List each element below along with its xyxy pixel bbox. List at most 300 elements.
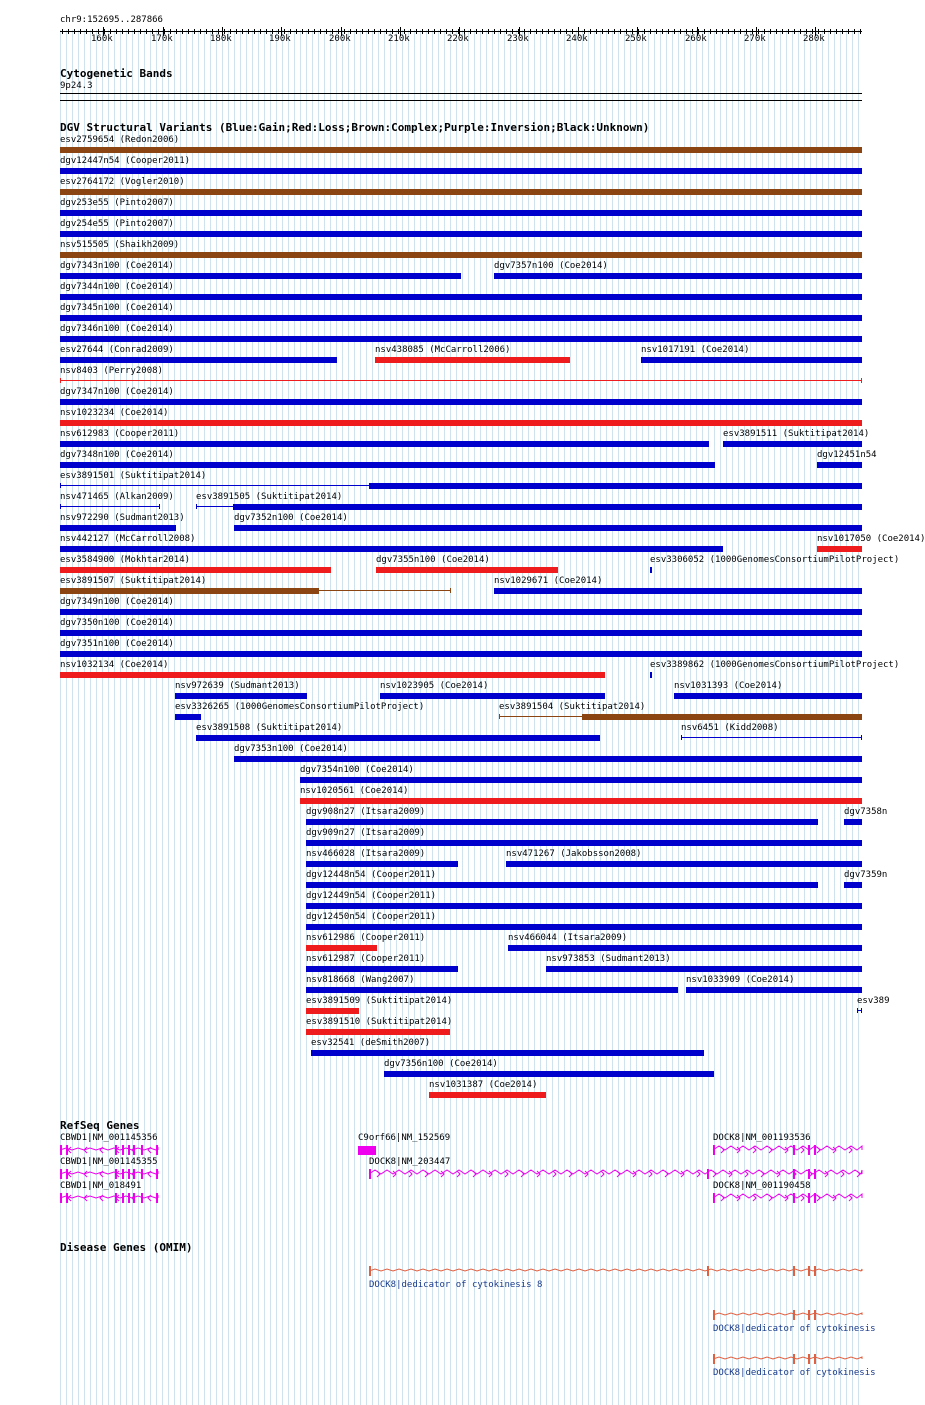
ruler-minor-tick (794, 29, 795, 34)
dgv-feature-id: dgv7353n100 (234, 744, 294, 754)
dgv-feature-bar[interactable] (306, 861, 458, 867)
dgv-feature-bar[interactable] (60, 441, 709, 447)
dgv-feature-id: nsv471267 (506, 849, 555, 859)
dgv-feature-bar[interactable] (60, 567, 331, 573)
strand-arrow-icon (841, 1171, 844, 1177)
strand-arrow-icon (745, 1171, 748, 1177)
omim-gene-exon (814, 1354, 816, 1364)
strand-arrow-icon (817, 1195, 820, 1201)
dgv-feature-label[interactable] (60, 177, 185, 188)
dgv-feature-label[interactable] (857, 996, 890, 1007)
dgv-feature-label[interactable] (844, 807, 887, 818)
dgv-feature-id: dgv7355n100 (376, 555, 436, 565)
dgv-feature-id: nsv973853 (546, 954, 595, 964)
dgv-feature-label[interactable] (175, 702, 424, 713)
ruler-minor-tick (554, 29, 555, 34)
dgv-feature-id: nsv1031387 (429, 1080, 484, 1090)
refseq-gene-label[interactable]: CBWD1|NM_001145356 (60, 1133, 158, 1143)
dgv-feature-id: dgv909n27 (306, 828, 355, 838)
strand-arrow-icon (521, 1171, 524, 1177)
refseq-gene-exon (133, 1145, 135, 1155)
dgv-feature-bar[interactable] (306, 1029, 450, 1035)
dgv-feature-ref: (Coe2014) (125, 618, 174, 628)
dgv-feature-ref: (Itsara2009) (562, 933, 628, 943)
dgv-feature-ref: (Kidd2008) (724, 723, 779, 733)
dgv-feature-ref: (Shaikh2009) (114, 240, 180, 250)
dgv-feature-label[interactable] (234, 744, 348, 755)
dgv-feature-bar[interactable] (641, 357, 862, 363)
dgv-feature-cap (196, 504, 197, 509)
ruler-minor-tick (182, 29, 183, 34)
dgv-feature-bar[interactable] (60, 525, 176, 531)
dgv-feature-bar[interactable] (546, 966, 862, 972)
ruler-minor-tick (488, 29, 489, 34)
omim-gene-structure[interactable] (713, 1308, 864, 1322)
ruler-minor-tick (530, 29, 531, 34)
dgv-feature-bar[interactable] (60, 651, 862, 657)
dgv-feature-label[interactable] (817, 534, 925, 545)
dgv-feature-label[interactable] (60, 135, 179, 146)
dgv-feature-line[interactable] (319, 590, 450, 591)
dgv-feature-label[interactable] (650, 660, 900, 671)
dgv-feature-label[interactable] (60, 303, 174, 314)
ruler-minor-tick (614, 29, 615, 34)
dgv-feature-label[interactable] (641, 345, 749, 356)
dgv-feature-bar[interactable] (60, 672, 605, 678)
refseq-gene-label[interactable]: CBWD1|NM_001145355 (60, 1157, 158, 1167)
dgv-feature-bar[interactable] (60, 189, 862, 195)
dgv-feature-ref: (Suktitipat2014) (365, 1017, 453, 1027)
dgv-feature-label[interactable] (494, 261, 608, 272)
strand-arrow-icon (457, 1171, 460, 1177)
dgv-feature-ref: (Sudmant2013) (114, 513, 185, 523)
dgv-feature-id: dgv253e55 (60, 198, 109, 208)
dgv-feature-label[interactable] (60, 660, 168, 671)
dgv-feature-bar[interactable] (506, 861, 862, 867)
ruler-tick-label: 220k (447, 34, 469, 44)
refseq-gene-exon (814, 1193, 816, 1203)
dgv-feature-label[interactable] (196, 723, 342, 734)
refseq-gene-structure[interactable] (60, 1143, 160, 1157)
dgv-feature-label[interactable] (375, 345, 510, 356)
strand-arrow-icon (849, 1147, 852, 1153)
ruler-minor-tick (602, 29, 603, 34)
dgv-feature-bar[interactable] (306, 924, 862, 930)
dgv-feature-ref: (Suktitipat2014) (558, 702, 646, 712)
dgv-feature-id: esv27644 (60, 345, 104, 355)
refseq-gene-label[interactable]: DOCK8|NM_001190458 (713, 1181, 811, 1191)
dgv-feature-ref: (McCarroll2008) (114, 534, 196, 544)
ruler-minor-tick (548, 29, 549, 34)
ruler-minor-tick (710, 29, 711, 34)
dgv-feature-bar[interactable] (494, 273, 862, 279)
omim-gene-label[interactable]: DOCK8|dedicator of cytokinesis 8 (369, 1280, 543, 1290)
dgv-feature-label[interactable] (429, 1080, 537, 1091)
dgv-feature-bar[interactable] (60, 231, 862, 237)
dgv-feature-line[interactable] (681, 737, 862, 738)
ruler-minor-tick (608, 29, 609, 34)
refseq-gene-label[interactable]: DOCK8|NM_001193536 (713, 1133, 811, 1143)
dgv-feature-label[interactable] (844, 870, 887, 881)
dgv-feature-id: esv3891501 (60, 471, 115, 481)
dgv-feature-label[interactable] (311, 1038, 430, 1049)
dgv-feature-label[interactable] (384, 1059, 498, 1070)
dgv-feature-label[interactable] (60, 387, 174, 398)
dgv-feature-label[interactable] (60, 639, 174, 650)
dgv-feature-id: esv3326265 (175, 702, 230, 712)
dgv-feature-ref: (Cooper2011) (371, 912, 437, 922)
dgv-feature-bar[interactable] (300, 798, 862, 804)
dgv-feature-label[interactable] (60, 513, 185, 524)
refseq-gene-exon (60, 1145, 62, 1155)
strand-arrow-icon (721, 1195, 724, 1201)
dgv-feature-cap (861, 1008, 862, 1013)
dgv-feature-ref: (Suktitipat2014) (119, 576, 207, 586)
dgv-feature-label[interactable] (306, 933, 425, 944)
dgv-feature-label[interactable] (506, 849, 641, 860)
ruler-minor-tick (716, 29, 717, 34)
refseq-gene-structure[interactable] (369, 1167, 864, 1181)
ruler-range-label: chr9:152695..287866 (60, 15, 163, 25)
dgv-feature-label[interactable] (60, 240, 179, 251)
dgv-feature-bar[interactable] (817, 546, 862, 552)
dgv-feature-bar[interactable] (60, 546, 723, 552)
dgv-feature-bar[interactable] (60, 336, 862, 342)
dgv-feature-id: dgv7349n100 (60, 597, 120, 607)
dgv-feature-label[interactable] (60, 555, 190, 566)
dgv-feature-bar[interactable] (60, 462, 715, 468)
dgv-feature-bar[interactable] (234, 756, 862, 762)
dgv-feature-label[interactable] (60, 618, 174, 629)
dgv-feature-bar[interactable] (429, 1092, 546, 1098)
dgv-feature-ref: (Perry2008) (103, 366, 163, 376)
dgv-feature-label[interactable] (60, 156, 190, 167)
dgv-feature-bar[interactable] (60, 357, 337, 363)
dgv-feature-label[interactable] (306, 954, 425, 965)
dgv-feature-id: nsv972290 (60, 513, 109, 523)
dgv-feature-label[interactable] (60, 198, 174, 209)
dgv-feature-label[interactable] (175, 681, 300, 692)
dgv-feature-bar[interactable] (175, 693, 307, 699)
ruler-minor-tick (74, 29, 75, 34)
strand-arrow-icon (769, 1195, 772, 1201)
dgv-feature-id: nsv972639 (175, 681, 224, 691)
strand-arrow-icon (148, 1195, 151, 1201)
dgv-feature-id: dgv12450n54 (306, 912, 366, 922)
dgv-feature-bar[interactable] (311, 1050, 704, 1056)
dgv-feature-bar[interactable] (723, 441, 862, 447)
dgv-feature-label[interactable] (300, 786, 408, 797)
dgv-feature-label[interactable] (60, 282, 174, 293)
dgv-feature-bar[interactable] (60, 294, 862, 300)
ruler-tick-label: 250k (625, 34, 647, 44)
dgv-feature-id: esv3584900 (60, 555, 115, 565)
dgv-feature-label[interactable] (60, 597, 174, 608)
dgv-feature-id: nsv612983 (60, 429, 109, 439)
dgv-feature-line[interactable] (499, 716, 582, 717)
refseq-gene-exon (793, 1145, 795, 1155)
dgv-feature-bar[interactable] (60, 399, 862, 405)
ruler-minor-tick (176, 29, 177, 34)
dgv-feature-label[interactable] (306, 996, 452, 1007)
dgv-feature-bar[interactable] (234, 525, 862, 531)
dgv-feature-id: dgv12449n54 (306, 891, 366, 901)
refseq-gene-intron (60, 1172, 158, 1174)
dgv-feature-id: esv3891505 (196, 492, 251, 502)
ruler-minor-tick (662, 29, 663, 34)
dgv-feature-label[interactable] (60, 450, 174, 461)
dgv-feature-label[interactable] (60, 492, 174, 503)
dgv-feature-line[interactable] (60, 380, 862, 381)
dgv-feature-cap (159, 504, 160, 509)
refseq-gene-label[interactable]: CBWD1|NM_018491 (60, 1181, 142, 1191)
dgv-feature-id: dgv7343n100 (60, 261, 120, 271)
dgv-feature-bar[interactable] (60, 609, 862, 615)
dgv-feature-ref: (Redon2006) (119, 135, 180, 145)
ruler-minor-tick (722, 29, 723, 34)
dgv-feature-label[interactable] (686, 975, 794, 986)
ruler-minor-tick (482, 29, 483, 34)
ruler-minor-tick (248, 29, 249, 34)
dgv-feature-label[interactable] (817, 450, 877, 461)
dgv-feature-label[interactable] (306, 891, 436, 902)
refseq-gene-exon (128, 1169, 130, 1179)
strand-arrow-icon (100, 1147, 103, 1153)
dgv-feature-ref: (Coe2014) (119, 408, 169, 418)
refseq-gene-label[interactable]: C9orf66|NM_152569 (358, 1133, 451, 1143)
dgv-feature-ref: (Cooper2011) (371, 891, 437, 901)
omim-gene-label[interactable]: DOCK8|dedicator of cytokinesis (713, 1324, 876, 1334)
dgv-feature-id: nsv1033909 (686, 975, 741, 985)
ruler-minor-tick (536, 29, 537, 34)
dgv-feature-ref: (Coe2014) (125, 303, 174, 313)
dgv-feature-bar[interactable] (494, 588, 862, 594)
dgv-feature-label[interactable] (60, 345, 174, 356)
refseq-gene-exon (707, 1169, 709, 1179)
dgv-feature-id: esv3891510 (306, 1017, 361, 1027)
dgv-feature-bar[interactable] (306, 987, 678, 993)
dgv-feature-bar[interactable] (508, 945, 862, 951)
dgv-feature-bar[interactable] (60, 273, 461, 279)
dgv-feature-id: esv3306052 (650, 555, 705, 565)
dgv-feature-id: esv3389862 (650, 660, 705, 670)
refseq-gene-exon (713, 1193, 715, 1203)
refseq-gene-structure[interactable] (713, 1143, 864, 1157)
dgv-feature-label[interactable] (508, 933, 627, 944)
dgv-feature-label[interactable] (306, 807, 425, 818)
dgv-feature-id: dgv7352n100 (234, 513, 294, 523)
dgv-feature-label[interactable] (306, 870, 436, 881)
dgv-feature-label[interactable] (60, 534, 195, 545)
strand-arrow-icon (817, 1147, 820, 1153)
dgv-feature-bar[interactable] (60, 210, 862, 216)
dgv-feature-ref: (1000GenomesConsortiumPilotProject) (709, 555, 900, 565)
dgv-feature-bar[interactable] (60, 588, 319, 594)
ruler-minor-tick (386, 29, 387, 34)
dgv-feature-bar[interactable] (582, 714, 862, 720)
ruler-tick-label: 200k (329, 34, 351, 44)
ruler-minor-tick (296, 29, 297, 34)
dgv-feature-bar[interactable] (650, 567, 652, 573)
dgv-feature-cap (60, 378, 61, 383)
dgv-feature-id: nsv1017191 (641, 345, 696, 355)
dgv-feature-label[interactable] (60, 471, 206, 482)
ruler-minor-tick (362, 29, 363, 34)
dgv-feature-bar[interactable] (60, 420, 862, 426)
dgv-feature-bar[interactable] (306, 840, 862, 846)
strand-arrow-icon (617, 1171, 620, 1177)
dgv-feature-ref: (Conrad2009) (108, 345, 174, 355)
strand-arrow-icon (377, 1171, 380, 1177)
dgv-feature-line[interactable] (60, 506, 160, 507)
dgv-feature-bar[interactable] (60, 252, 862, 258)
dgv-feature-bar[interactable] (306, 1008, 359, 1014)
dgv-feature-ref: (Itsara2009) (360, 849, 426, 859)
dgv-feature-label[interactable] (60, 576, 206, 587)
omim-gene-structure[interactable] (369, 1264, 864, 1278)
dgv-feature-label[interactable] (650, 555, 900, 566)
refseq-gene-label[interactable]: DOCK8|NM_203447 (369, 1157, 451, 1167)
dgv-feature-ref: (Cooper2011) (125, 156, 191, 166)
dgv-feature-bar[interactable] (844, 819, 862, 825)
dgv-feature-label[interactable] (306, 849, 425, 860)
dgv-feature-cap (450, 588, 451, 593)
refseq-gene-exon (60, 1193, 62, 1203)
ruler-tick-label: 240k (566, 34, 588, 44)
dgv-feature-label[interactable] (380, 681, 488, 692)
omim-gene-exon (369, 1266, 371, 1276)
ruler-minor-tick (620, 29, 621, 34)
dgv-feature-label[interactable] (681, 723, 779, 734)
dgv-feature-label[interactable] (499, 702, 645, 713)
dgv-feature-label[interactable] (306, 975, 414, 986)
dgv-feature-bar[interactable] (300, 777, 862, 783)
dgv-feature-line[interactable] (196, 506, 233, 507)
dgv-feature-bar[interactable] (175, 714, 201, 720)
dgv-feature-bar[interactable] (674, 693, 862, 699)
refseq-gene-exon (793, 1169, 795, 1179)
dgv-feature-label[interactable] (306, 1017, 452, 1028)
dgv-feature-bar[interactable] (369, 483, 862, 489)
refseq-gene-exon (141, 1169, 143, 1179)
ruler-minor-tick (236, 29, 237, 34)
refseq-gene-exon (122, 1169, 124, 1179)
omim-gene-label[interactable]: DOCK8|dedicator of cytokinesis (713, 1368, 876, 1378)
dgv-feature-bar[interactable] (375, 357, 570, 363)
omim-gene-exon (808, 1310, 810, 1320)
dgv-feature-bar[interactable] (384, 1071, 714, 1077)
dgv-feature-ref: (Coe2014) (125, 639, 174, 649)
dgv-feature-bar[interactable] (306, 945, 377, 951)
dgv-feature-label[interactable] (300, 765, 414, 776)
ruler-minor-tick (788, 29, 789, 34)
dgv-feature-bar[interactable] (650, 672, 652, 678)
dgv-feature-bar[interactable] (686, 987, 862, 993)
omim-gene-exon (793, 1354, 795, 1364)
omim-gene-structure[interactable] (713, 1352, 864, 1366)
dgv-feature-bar[interactable] (60, 315, 862, 321)
dgv-feature-label[interactable] (60, 324, 174, 335)
refseq-gene-exon (128, 1145, 130, 1155)
refseq-gene-exon (141, 1145, 143, 1155)
strand-arrow-icon (148, 1147, 151, 1153)
dgv-feature-ref: (1000GenomesConsortiumPilotProject) (234, 702, 425, 712)
dgv-feature-bar[interactable] (60, 147, 862, 153)
refseq-gene-structure[interactable] (60, 1191, 160, 1205)
dgv-feature-label[interactable] (196, 492, 342, 503)
dgv-feature-label[interactable] (674, 681, 782, 692)
refseq-gene-exon (793, 1193, 795, 1203)
refseq-gene-structure[interactable] (713, 1191, 864, 1205)
dgv-feature-line[interactable] (60, 485, 369, 486)
dgv-feature-bar[interactable] (60, 630, 862, 636)
dgv-feature-label[interactable] (494, 576, 602, 587)
ruler-minor-tick (416, 29, 417, 34)
dgv-feature-bar[interactable] (376, 567, 558, 573)
dgv-feature-bar[interactable] (844, 882, 862, 888)
strand-arrow-icon (713, 1171, 716, 1177)
dgv-feature-id: nsv8403 (60, 366, 98, 376)
dgv-feature-id: nsv1023234 (60, 408, 115, 418)
strand-arrow-icon (409, 1171, 412, 1177)
dgv-feature-id: nsv1023905 (380, 681, 435, 691)
strand-arrow-icon (801, 1147, 804, 1153)
strand-arrow-icon (801, 1195, 804, 1201)
dgv-feature-ref: (Suktitipat2014) (119, 471, 207, 481)
dgv-feature-bar[interactable] (306, 966, 458, 972)
dgv-feature-bar[interactable] (60, 168, 862, 174)
dgv-feature-bar[interactable] (233, 504, 862, 510)
strand-arrow-icon (601, 1171, 604, 1177)
ruler-minor-tick (206, 29, 207, 34)
dgv-feature-bar[interactable] (306, 882, 818, 888)
dgv-feature-label[interactable] (234, 513, 348, 524)
dgv-feature-label[interactable] (723, 429, 869, 440)
dgv-feature-ref: (Coe2014) (119, 660, 169, 670)
dgv-feature-ref: (Coe2014) (553, 576, 603, 586)
refseq-gene-exon[interactable] (358, 1146, 376, 1155)
dgv-feature-bar[interactable] (306, 819, 818, 825)
strand-arrow-icon (721, 1147, 724, 1153)
dgv-feature-bar[interactable] (817, 462, 862, 468)
dgv-feature-bar[interactable] (306, 903, 862, 909)
refseq-gene-exon (814, 1169, 816, 1179)
ruler-minor-tick (242, 29, 243, 34)
dgv-feature-label[interactable] (306, 912, 436, 923)
dgv-feature-ref: (Cooper2011) (371, 870, 437, 880)
dgv-feature-label[interactable] (60, 261, 174, 272)
dgv-feature-label[interactable] (376, 555, 490, 566)
dgv-feature-ref: (Coe2014) (359, 786, 409, 796)
dgv-feature-label[interactable] (306, 828, 425, 839)
dgv-feature-label[interactable] (546, 954, 671, 965)
strand-arrow-icon (697, 1171, 700, 1177)
dgv-feature-id: dgv254e55 (60, 219, 109, 229)
dgv-feature-bar[interactable] (380, 693, 605, 699)
dgv-feature-label[interactable] (60, 408, 168, 419)
dgv-feature-label[interactable] (60, 429, 179, 440)
dgv-feature-id: nsv471465 (60, 492, 109, 502)
dgv-feature-label[interactable] (60, 366, 163, 377)
strand-arrow-icon (553, 1171, 556, 1177)
strand-arrow-icon (665, 1171, 668, 1177)
dgv-feature-label[interactable] (60, 219, 174, 230)
dgv-feature-ref: (Coe2014) (125, 450, 174, 460)
dgv-feature-bar[interactable] (196, 735, 600, 741)
ruler-minor-tick (422, 29, 423, 34)
refseq-gene-structure[interactable] (60, 1167, 160, 1181)
refseq-gene-exon (141, 1193, 143, 1203)
